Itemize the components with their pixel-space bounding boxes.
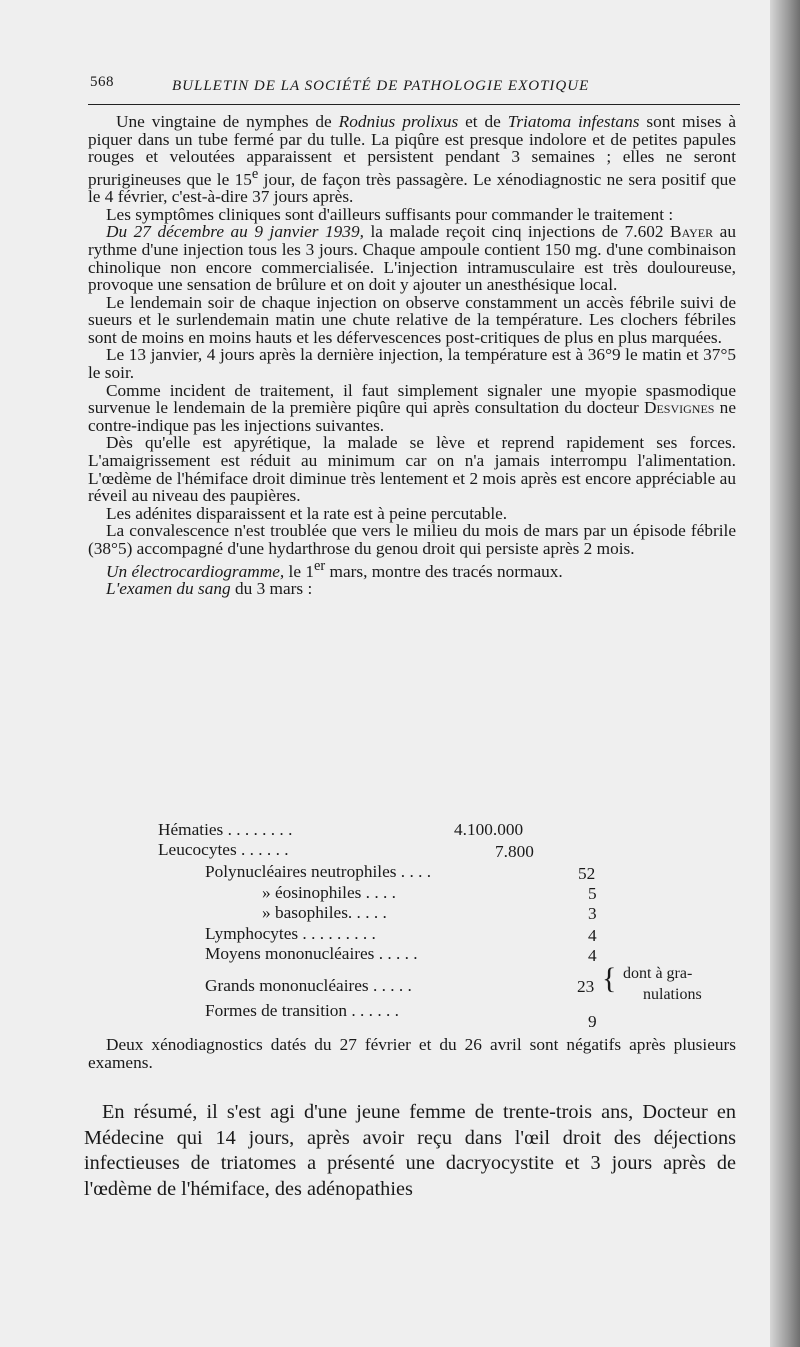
paragraph-incident: Comme incident de traitement, il faut simplement signaler une myopie spasmodique survenue le lendemain de la première piqûre qui après consultation du docteur Desvignes ne contre-indique pas les injections suivantes. (88, 380, 736, 435)
row-value: 4.100.000 (454, 820, 524, 839)
species-name: Rodnius prolixus (338, 112, 459, 131)
row-label: Lymphocytes . . . . . . . . . (205, 924, 376, 943)
row-value: 4 (588, 926, 597, 945)
summary-text (84, 1100, 736, 1202)
granulation-note: nulations (643, 986, 702, 1003)
paragraph-summary: En résumé, il s'est agi d'une jeune femme de trente-trois ans, Docteur en Médecine qui 14 jours, après avoir reçu dans l'œil droit des déjections infectieuses de triatomes a présenté une dacryocystite et 3 jours après de l'œdème de l'hémiface, des adénopathies (84, 1101, 736, 1200)
granulation-note: dont à gra- (623, 965, 693, 982)
row-value: 9 (588, 1012, 597, 1031)
paragraph-xenodiagnostics: Deux xénodiagnostics datés du 27 février et du 26 avril sont négatifs après plusieurs examens. (88, 1035, 736, 1072)
paragraph-adenitis: Les adénites disparaissent et la rate est à peine percutable. (106, 503, 508, 523)
row-value: 23 (577, 977, 595, 996)
row-label: Moyens mononucléaires . . . . . (205, 944, 418, 963)
brace: { (602, 962, 617, 995)
paragraph-temperature: Le 13 janvier, 4 jours après la dernière injection, la température est à 36°9 le matin et 37°5 le soir. (88, 345, 736, 383)
row-label: » basophiles. . . . . (262, 903, 387, 922)
row-label: Grands mononucléaires . . . . . (205, 976, 412, 995)
paragraph-blood-intro: L'examen du sang du 3 mars : (106, 578, 313, 598)
row-label: Formes de transition . . . . . . (205, 1001, 399, 1020)
row-label: Hématies . . . . . . . . (158, 820, 293, 839)
paragraph-nymphs: Une vingtaine de nymphes de Rodnius prolixus et de Triatoma infestans sont mises à piquer dans un tube fermé par du tulle. La piqûre est presque indolore et de petites papules rouges et veloutées apparaissent et persistent pendant 3 semaines ; elles ne seront prurigineuses que le 15e jour, de façon très passagère. Le xénodiagnostic ne sera positif que le 4 février, c'est-à-dire 37 jours après. (88, 112, 737, 207)
row-label: Polynucléaires neutrophiles . . . . (205, 862, 432, 881)
species-name: Triatoma infestans (507, 112, 640, 131)
journal-title: BULLETIN DE LA SOCIÉTÉ DE PATHOLOGIE EXOTIQUE (172, 78, 590, 94)
main-text (88, 113, 736, 598)
paragraph-convalescence: La convalescence n'est troublée que vers le milieu du mois de mars par un épisode fébrile (38°5) accompagné d'une hydarthrose du genou droit qui persiste après 2 mois. (88, 521, 736, 559)
row-value: 3 (588, 904, 597, 923)
row-value: 4 (588, 946, 597, 965)
xenodiagnostic-text (88, 1036, 736, 1072)
row-value: 5 (588, 884, 597, 903)
drug-name: Bayer (670, 222, 714, 242)
header-rule (88, 104, 740, 105)
blood-exam-table (88, 820, 738, 1035)
paragraph-symptoms: Les symptômes cliniques sont d'ailleurs suffisants pour commander le traitement : (106, 204, 674, 224)
paragraph-ecg: Un électrocardiogramme, le 1er mars, montre des tracés normaux. (106, 557, 563, 581)
doctor-name: Desvignes (643, 398, 715, 418)
treatment-dates: Du 27 décembre au 9 janvier 1939, (106, 222, 364, 242)
row-value: 52 (578, 864, 596, 883)
row-label: » éosinophiles . . . . (262, 883, 396, 902)
row-label: Leucocytes . . . . . . (158, 840, 289, 859)
paragraph-fever: Le lendemain soir de chaque injection on observe constamment un accès fébrile suivi de sueurs et le surlendemain matin une chute relative de la température. Les clochers fébriles sont de moins en moins hauts et les défervescences post-critiques de plus en plus marquées. (88, 292, 736, 347)
row-value: 7.800 (495, 842, 534, 861)
paragraph-treatment: Du 27 décembre au 9 janvier 1939, la malade reçoit cinq injections de 7.602 Bayer au rythme d'une injection tous les 3 jours. Chaque ampoule contient 150 mg. d'une combinaison chinolique non encore commercialisée. L'injection intramusculaire est très douloureuse, provoque une sensation de brûlure et on doit y ajouter un anesthésique local. (88, 222, 736, 295)
page-edge-shadow (770, 0, 800, 1347)
paragraph-recovery: Dès qu'elle est apyrétique, la malade se lève et reprend rapidement ses forces. L'amaigrissement est réduit au minimum car on n'a jamais interrompu l'alimentation. L'œdème de l'hémiface droit diminue très lentement et 2 mois après est encore appréciable au réveil au niveau des paupières. (88, 433, 736, 506)
page-number: 568 (90, 74, 114, 90)
